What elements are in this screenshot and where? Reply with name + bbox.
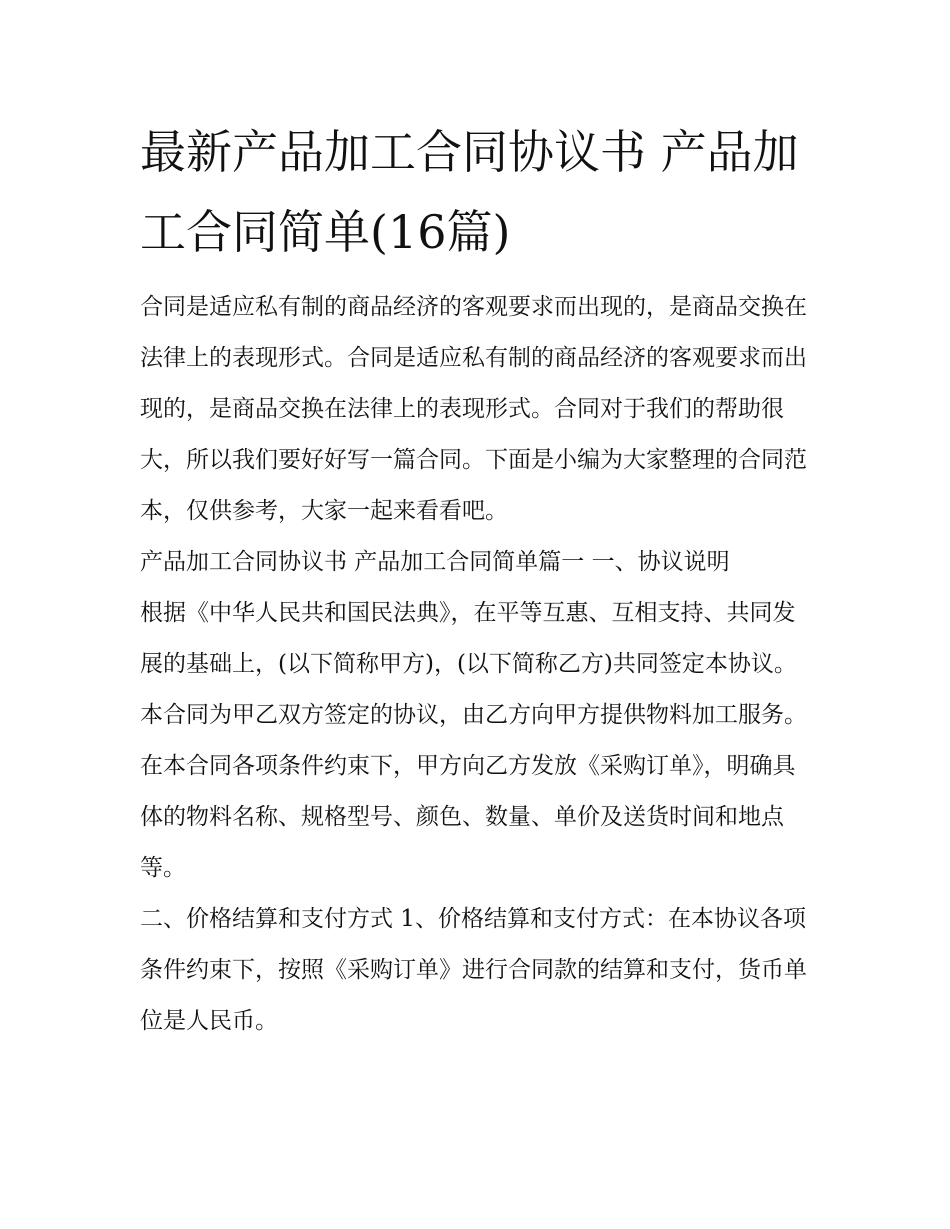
paragraph-section-heading: 产品加工合同协议书 产品加工合同简单篇一 一、协议说明 — [140, 549, 730, 575]
document-title: 最新产品加工合同协议书 产品加工合同简单(16篇) — [140, 125, 799, 259]
paragraph-agreement-scope: 本合同为甲乙双方签定的协议，由乙方向甲方提供物料加工服务。在本合同各项条件约束下，甲方向乙方发放《采购订单》，明确具体的物料名称、规格型号、颜色、数量、单价及送货时间和地点等。 — [140, 702, 807, 881]
paragraph-price-settlement: 二、价格结算和支付方式 1、价格结算和支付方式：在本协议各项条件约束下，按照《采购订单》进行合同款的结算和支付，货币单位是人民币。 — [140, 906, 807, 1034]
paragraph-intro: 合同是适应私有制的商品经济的客观要求而出现的，是商品交换在法律上的表现形式。合同是适应私有制的商品经济的客观要求而出现的，是商品交换在法律上的表现形式。合同对于我们的帮助很大，所以我们要好好写一篇合同。下面是小编为大家整理的合同范本，仅供参考，大家一起来看看吧。 — [140, 294, 807, 524]
paragraph-agreement-basis: 根据《中华人民共和国民法典》，在平等互惠、互相支持、共同发展的基础上，(以下简称甲方)，(以下简称乙方)共同签定本协议。 — [140, 600, 797, 677]
document-body — [140, 112, 810, 1047]
